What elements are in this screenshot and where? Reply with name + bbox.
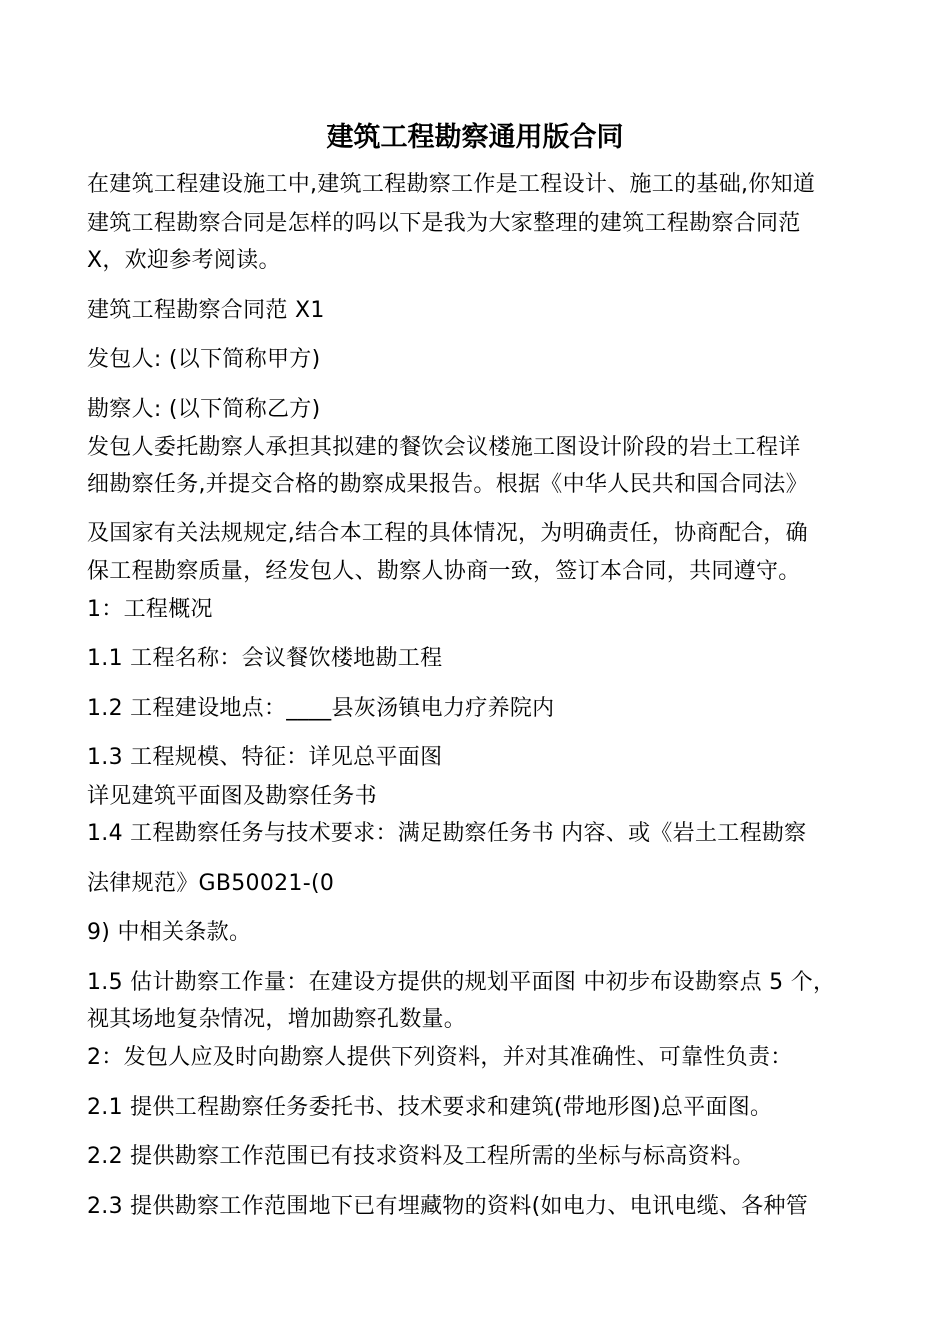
paragraph-line: 2.2 提供勘察工作范围已有技求资料及工程所需的坐标与标高资料。: [87, 1144, 755, 1169]
paragraph-line: 9) 中相关条款。: [87, 920, 252, 945]
section-heading: 2：发包人应及时向勘察人提供下列资料，并对其准确性、可靠性负责：: [87, 1045, 793, 1070]
paragraph-line: 2.1 提供工程勘察任务委托书、技术要求和建筑(带地形图)总平面图。: [87, 1095, 773, 1120]
paragraph-line: 及国家有关法规规定,结合本工程的具体情况，为明确责任，协商配合，确: [87, 521, 808, 546]
paragraph-line: 勘察人: (以下简称乙方): [87, 397, 321, 422]
paragraph-line: 2.3 提供勘察工作范围地下已有埋藏物的资料(如电力、电讯电缆、各种管: [87, 1194, 809, 1219]
paragraph-line: X，欢迎参考阅读。: [87, 248, 281, 273]
section-heading: 1：工程概况: [87, 597, 213, 622]
paragraph-line: 法律规范》GB50021-(0: [87, 871, 335, 896]
paragraph-line: 建筑工程勘察合同范 X1: [87, 298, 325, 323]
paragraph-line: 视其场地复杂情况，增加勘察孔数量。: [87, 1007, 467, 1032]
paragraph-line: 1.5 估计勘察工作量：在建设方提供的规划平面图 中初步布设勘察点 5 个，: [87, 970, 836, 995]
paragraph-line: 详见建筑平面图及勘察任务书: [87, 784, 377, 809]
paragraph-line: 1.4 工程勘察任务与技术要求：满足勘察任务书 内容、或《岩土工程勘察: [87, 821, 807, 846]
paragraph-line: 发包人: (以下简称甲方): [87, 347, 321, 372]
paragraph-line: 细勘察任务,并提交合格的勘察成果报告。根据《中华人民共和国合同法》: [87, 472, 808, 497]
paragraph-line: 建筑工程勘察合同是怎样的吗以下是我为大家整理的建筑工程勘察合同范: [87, 211, 801, 236]
paragraph-line: 1.1 工程名称：会议餐饮楼地勘工程: [87, 646, 443, 671]
paragraph-line: 在建筑工程建设施工中,建筑工程勘察工作是工程设计、施工的基础,你知道: [87, 172, 816, 197]
paragraph-line: 发包人委托勘察人承担其拟建的餐饮会议楼施工图设计阶段的岩土工程详: [87, 435, 801, 460]
paragraph-line: 1.2 工程建设地点：____县灰汤镇电力疗养院内: [87, 696, 555, 721]
paragraph-line: 1.3 工程规模、特征：详见总平面图: [87, 745, 443, 770]
paragraph-line: 保工程勘察质量，经发包人、勘察人协商一致，签订本合同，共同遵守。: [87, 559, 801, 584]
document-title: 建筑工程勘察通用版合同: [326, 122, 624, 153]
